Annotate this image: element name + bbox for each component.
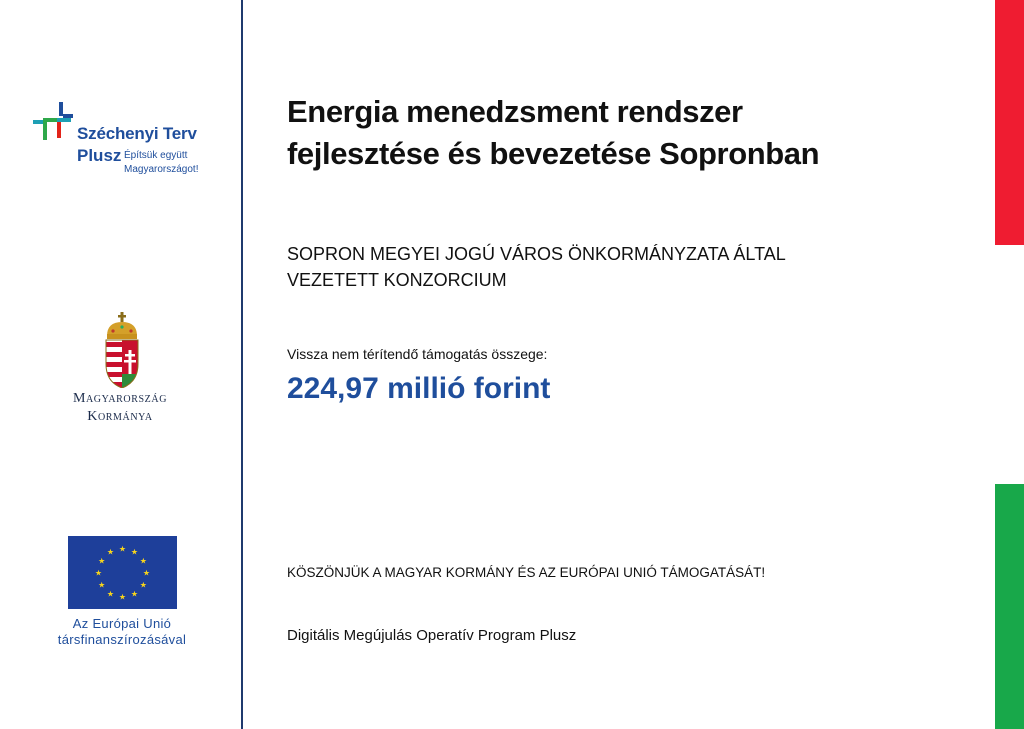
szechenyi-tagline-1: Építsük együtt [124, 150, 188, 161]
svg-text:★: ★ [118, 592, 127, 602]
svg-text:★: ★ [118, 544, 127, 554]
szechenyi-cross-icon [33, 100, 73, 146]
svg-text:★: ★ [98, 556, 106, 566]
beneficiary-line-1: SOPRON MEGYEI JOGÚ VÁROS ÖNKORMÁNYZATA ÁLTAL [287, 244, 786, 264]
government-name-line-1: Magyarország [72, 391, 168, 406]
thanks-statement: KÖSZÖNJÜK A MAGYAR KORMÁNY ÉS AZ EURÓPAI UNIÓ TÁMOGATÁSÁT! [287, 565, 766, 580]
project-title-line-1: Energia menedzsment rendszer [287, 94, 743, 129]
szechenyi-tagline-2: Magyarországot! [124, 164, 199, 175]
szechenyi-name: Széchenyi Terv [77, 124, 197, 143]
grant-amount: 224,97 millió forint [287, 372, 551, 405]
grant-amount-label: Vissza nem térítendő támogatás összege: [287, 346, 548, 362]
vertical-divider [241, 0, 243, 729]
svg-text:★: ★ [130, 547, 139, 557]
szechenyi-terv-logo [33, 100, 233, 180]
svg-text:★: ★ [94, 568, 103, 578]
svg-text:★: ★ [142, 568, 151, 578]
flag-stripe-green [995, 484, 1024, 729]
eu-flag-icon [68, 536, 177, 609]
coat-of-arms-icon [103, 312, 141, 388]
svg-text:★: ★ [139, 580, 147, 590]
project-title-line-2: fejlesztése és bevezetése Sopronban [287, 136, 820, 171]
szechenyi-plus: Plusz [77, 146, 122, 165]
eu-stars-icon [68, 536, 177, 609]
svg-text:★: ★ [106, 589, 115, 599]
eu-caption-line-1: Az Európai Unió [72, 616, 172, 631]
beneficiary-line-2: VEZETETT KONZORCIUM [287, 270, 507, 290]
svg-text:★: ★ [130, 589, 139, 599]
eu-caption-line-2: társfinanszírozásával [57, 632, 187, 647]
svg-text:★: ★ [139, 556, 147, 566]
program-name: Digitális Megújulás Operatív Program Plusz [287, 627, 577, 644]
flag-stripe-red [995, 0, 1024, 245]
government-name-line-2: Kormánya [87, 409, 153, 424]
logo-sidebar [0, 0, 242, 729]
svg-text:★: ★ [106, 547, 115, 557]
svg-text:★: ★ [98, 580, 106, 590]
